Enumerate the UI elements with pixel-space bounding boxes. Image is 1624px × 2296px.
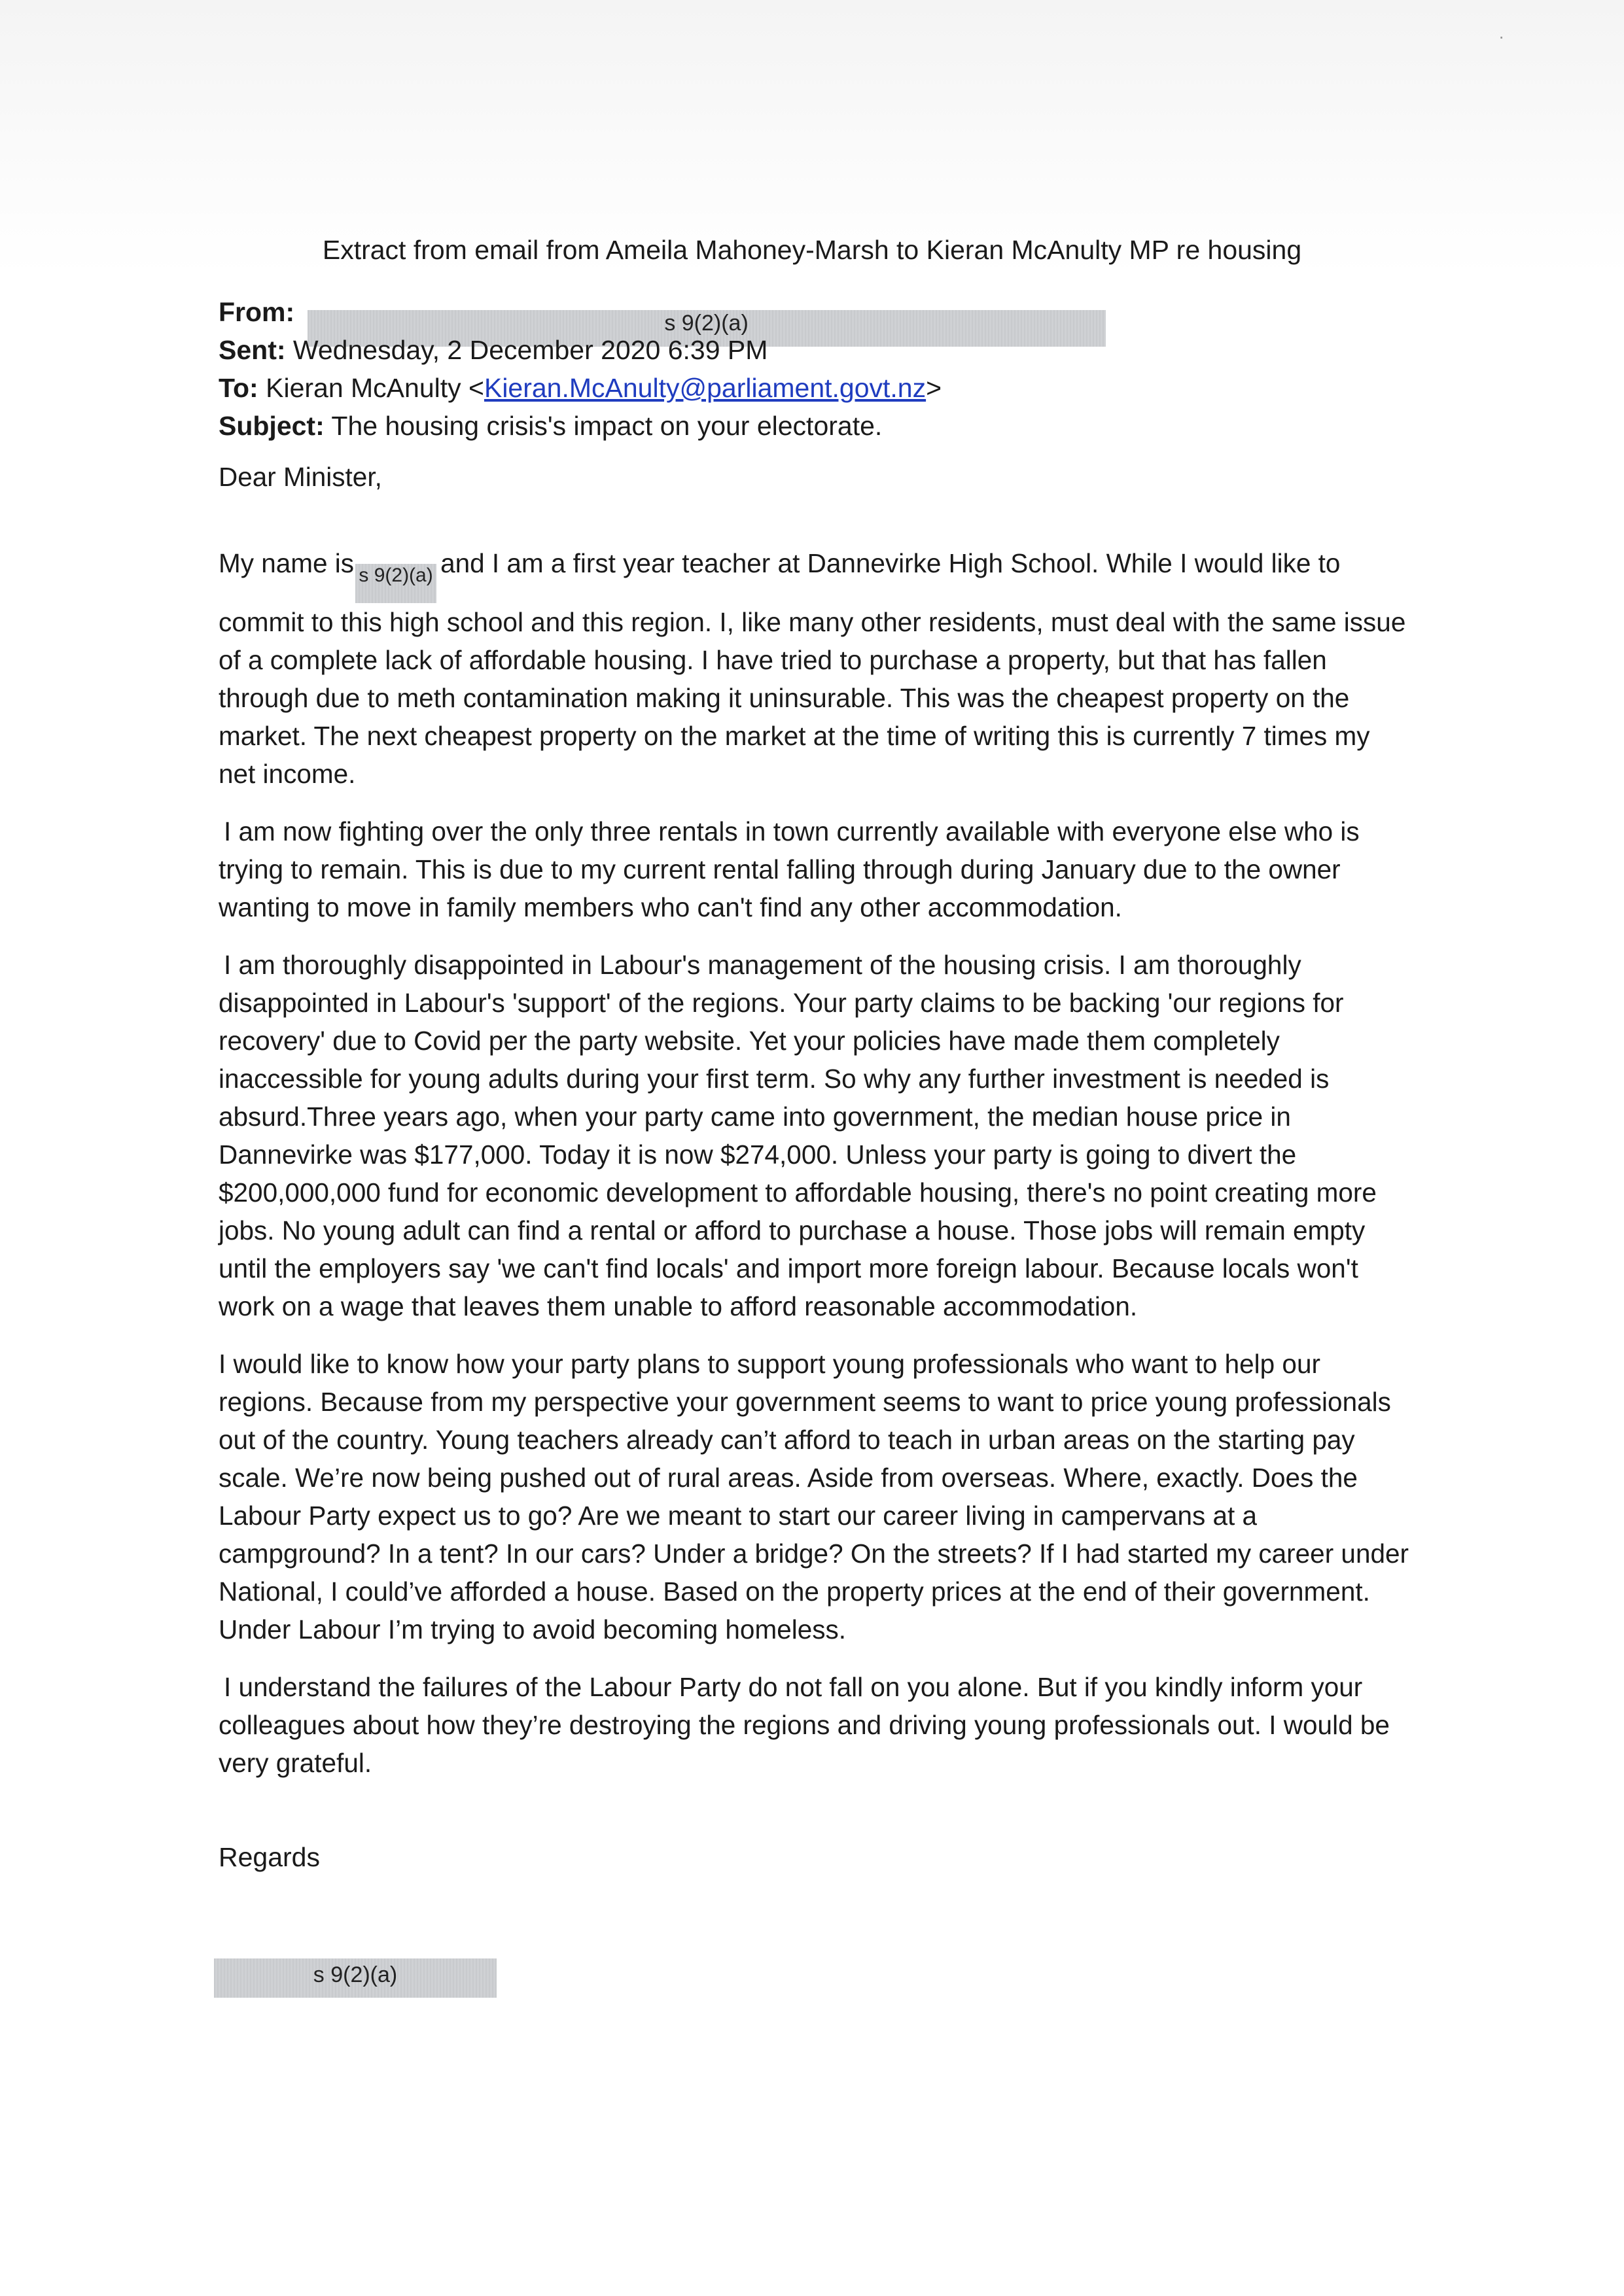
to-email-link[interactable]: Kieran.McAnulty@parliament.govt.nz <box>484 373 927 403</box>
from-row <box>219 293 1462 336</box>
greeting: Dear Minister, <box>219 462 382 492</box>
email-header <box>219 293 1462 445</box>
to-name: Kieran McAnulty < <box>266 373 484 403</box>
subject-row <box>219 407 1462 445</box>
paragraph-2: I am now fighting over the only three rentals in town currently available with everyone else who is trying to remain. This is due to my current rental falling through during January due to the owner wanting to move in family members who can't find any other accommodation. <box>219 816 1360 922</box>
from-label: From: <box>219 297 295 327</box>
to-label: To: <box>219 373 258 403</box>
signature-redaction: s 9(2)(a) <box>214 1958 497 1998</box>
email-body <box>219 458 1409 1801</box>
to-close: > <box>926 373 942 403</box>
subject-label: Subject: <box>219 411 325 441</box>
paragraph-1-prefix: My name is <box>219 548 355 578</box>
name-redaction: s 9(2)(a) <box>355 564 436 603</box>
sent-label: Sent: <box>219 335 286 365</box>
paragraph-5: I understand the failures of the Labour Party do not fall on you alone. But if you kindly inform your colleagues about how they’re destroying the regions and driving young professionals out. I would be very grateful. <box>219 1672 1390 1778</box>
sent-value: Wednesday, 2 December 2020 6:39 PM <box>292 335 768 365</box>
to-row <box>219 369 1462 407</box>
subject-value: The housing crisis's impact on your electorate. <box>331 411 883 441</box>
paragraph-1-text: and I am a first year teacher at Dannevirke High School. While I would like to commit to this high school and this region. I, like many other residents, must deal with the same issue of a complete lack of affordable housing. I have tried to purchase a property, but that has fallen through due to meth contamination making it uninsurable. This was the cheapest property on the market. The next cheapest property on the market at the time of writing this is currently 7 times my net income. <box>219 548 1406 789</box>
from-redaction: s 9(2)(a) <box>308 310 1106 347</box>
regards: Regards <box>219 1842 320 1872</box>
paragraph-4: I would like to know how your party plans to support young professionals who want to help our regions. Because from my perspective your government seems to want to price young professionals out of the country. Young teachers already can’t afford to teach in urban areas on the starting pay scale. We’re now being pushed out of rural areas. Aside from overseas. Where, exactly. Does the Labour Party expect us to go? Are we meant to start our career living in campervans at a campground? In a tent? In our cars? Under a bridge? On the streets? If I had started my career under National, I could’ve afforded a house. Based on the property prices at the end of their government. Under Labour I’m trying to avoid becoming homeless. <box>219 1349 1409 1644</box>
paragraph-3: I am thoroughly disappointed in Labour's management of the housing crisis. I am thoroughly disappointed in Labour's 'support' of the regions. Your party claims to be backing 'our regions for recovery' due to Covid per the party website. Yet your policies have made them completely inaccessible for young adults during your first term. So why any further investment is needed is absurd.Three years ago, when your party came into government, the median house price in Dannevirke was $177,000. Today it is now $274,000. Unless your party is going to divert the $200,000,000 fund for economic development to affordable housing, there's no point creating more jobs. No young adult can find a rental or afford to purchase a house. Those jobs will remain empty until the employers say 'we can't find locals' and import more foreign labour. Because locals won't work on a wage that leaves them unable to afford reasonable accommodation. <box>219 950 1377 1321</box>
scan-speck: · <box>1498 26 1505 46</box>
document-title: Extract from email from Ameila Mahoney-Marsh to Kieran McAnulty MP re housing <box>322 235 1302 265</box>
paragraph-1 <box>219 544 1409 793</box>
